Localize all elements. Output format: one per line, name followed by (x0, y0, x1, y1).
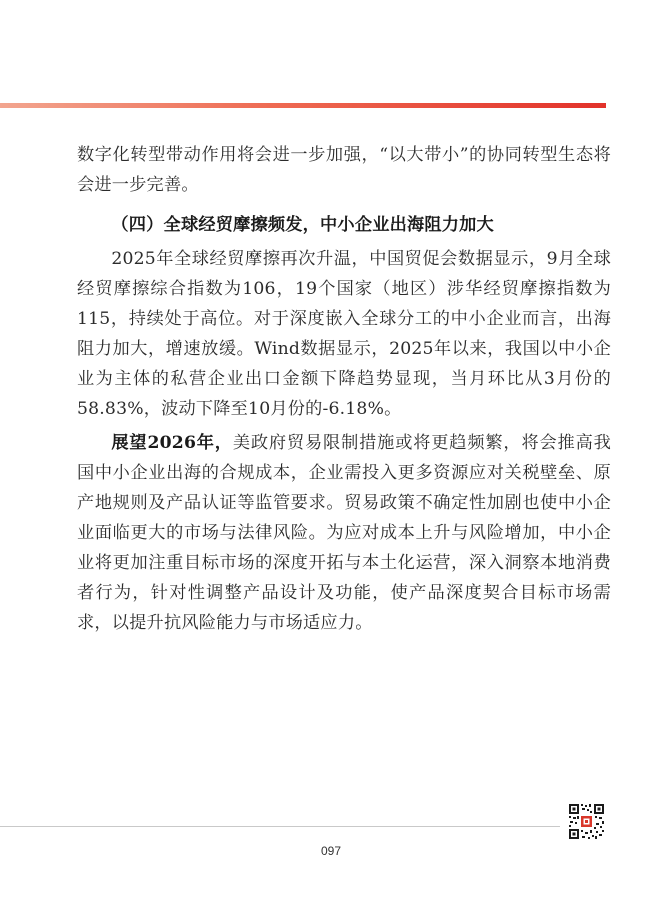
footer-divider (0, 826, 560, 827)
qr-code-icon (568, 803, 605, 840)
page-body (77, 140, 611, 638)
section-heading: （四）全球经贸摩擦频发，中小企业出海阻力加大 (111, 215, 494, 235)
page-number: 097 (320, 844, 342, 858)
header-accent-bar (0, 103, 606, 108)
outlook-lead: 展望2026年， (111, 433, 233, 453)
paragraph-trade-friction: 2025年全球经贸摩擦再次升温，中国贸促会数据显示，9月全球经贸摩擦综合指数为106，19个国家（地区）涉华经贸摩擦指数为115，持续处于高位。对于深度嵌入全球分工的中小企业而言，出海阻力加大，增速放缓。Wind数据显示，2025年以来，我国以中小企业为主体的私营企业出口金额下降趋势显现，当月环比从3月份的58.83%，波动下降至10月份的-6.18%。 (77, 249, 611, 419)
paragraph-outlook (77, 428, 611, 638)
outlook-text: 美政府贸易限制措施或将更趋频繁，将会推高我国中小企业出海的合规成本，企业需投入更多资源应对关税壁垒、原产地规则及产品认证等监管要求。贸易政策不确定性加剧也使中小企业面临更大的市场与法律风险。为应对成本上升与风险增加，中小企业将更加注重目标市场的深度开拓与本土化运营，深入洞察本地消费者行为，针对性调整产品设计及功能，使产品深度契合目标市场需求，以提升抗风险能力与市场适应力。 (77, 433, 612, 633)
paragraph-continuation: 数字化转型带动作用将会进一步加强，“以大带小”的协同转型生态将会进一步完善。 (77, 145, 611, 195)
